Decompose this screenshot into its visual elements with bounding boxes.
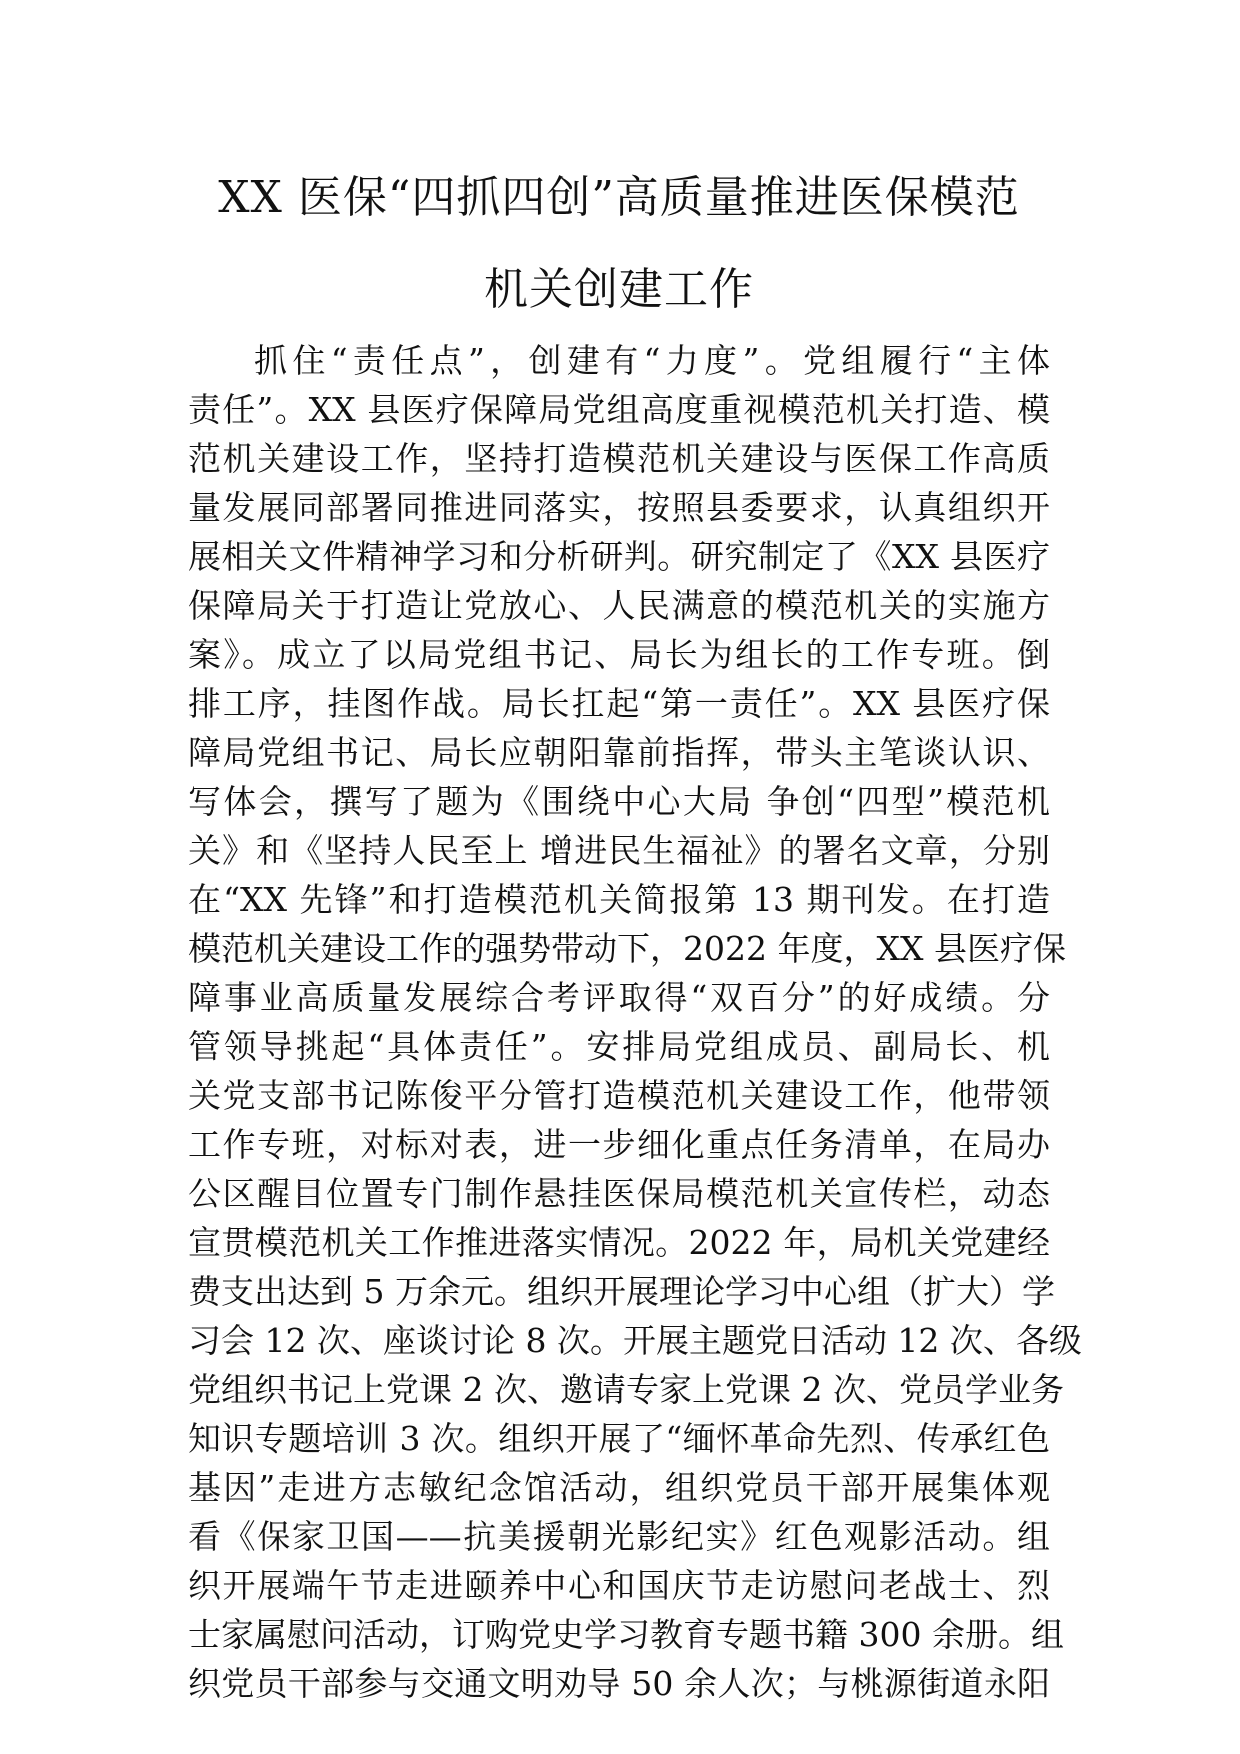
- body-line: 抓住“责任点”，创建有“力度”。党组履行“主体: [254, 341, 1050, 380]
- body-line: 写体会，撰写了题为《围绕中心大局 争创“四型”模范机: [188, 782, 1050, 821]
- body-line: 排工序，挂图作战。局长扛起“第一责任”。XX 县医疗保: [188, 684, 1050, 723]
- body-line: 士家属慰问活动，订购党史学习教育专题书籍 300 余册。组: [188, 1615, 1064, 1654]
- body-line: 习会 12 次、座谈讨论 8 次。开展主题党日活动 12 次、各级: [188, 1321, 1082, 1360]
- body-line: 责任”。XX 县医疗保障局党组高度重视模范机关打造、模: [188, 390, 1050, 429]
- body-line: 看《保家卫国——抗美援朝光影纪实》红色观影活动。组: [188, 1517, 1050, 1556]
- body-line: 案》。成立了以局党组书记、局长为组长的工作专班。倒: [188, 635, 1050, 674]
- body-paragraph: [188, 336, 1082, 1708]
- body-line: 公区醒目位置专门制作悬挂医保局模范机关宣传栏，动态: [188, 1174, 1050, 1213]
- body-line: 关党支部书记陈俊平分管打造模范机关建设工作，他带领: [188, 1076, 1050, 1115]
- document-title-line-1: XX 医保“四抓四创”高质量推进医保模范: [218, 172, 1020, 223]
- body-line: 基因”走进方志敏纪念馆活动，组织党员干部开展集体观: [188, 1468, 1050, 1507]
- body-line: 量发展同部署同推进同落实，按照县委要求，认真组织开: [188, 488, 1050, 527]
- body-line: 模范机关建设工作的强势带动下，2022 年度，XX 县医疗保: [188, 929, 1066, 968]
- body-line: 展相关文件精神学习和分析研判。研究制定了《XX 县医疗: [188, 537, 1050, 576]
- document-title-line-2: 机关创建工作: [484, 264, 754, 315]
- body-line: 费支出达到 5 万余元。组织开展理论学习中心组（扩大）学: [188, 1272, 1055, 1311]
- body-line: 障事业高质量发展综合考评取得“双百分”的好成绩。分: [188, 978, 1050, 1017]
- body-line: 工作专班，对标对表，进一步细化重点任务清单，在局办: [188, 1125, 1050, 1164]
- body-line: 障局党组书记、局长应朝阳靠前指挥，带头主笔谈认识、: [188, 733, 1050, 772]
- body-line: 党组织书记上党课 2 次、邀请专家上党课 2 次、党员学业务: [188, 1370, 1064, 1409]
- body-line: 知识专题培训 3 次。组织开展了“缅怀革命先烈、传承红色: [188, 1419, 1050, 1458]
- body-line: 宣贯模范机关工作推进落实情况。2022 年，局机关党建经: [188, 1223, 1050, 1262]
- body-line: 关》和《坚持人民至上 增进民生福祉》的署名文章，分别: [188, 831, 1050, 870]
- body-line: 范机关建设工作，坚持打造模范机关建设与医保工作高质: [188, 439, 1050, 478]
- body-line: 管领导挑起“具体责任”。安排局党组成员、副局长、机: [188, 1027, 1050, 1066]
- body-line: 织党员干部参与交通文明劝导 50 余人次；与桃源街道永阳: [188, 1664, 1050, 1703]
- body-line: 织开展端午节走进颐养中心和国庆节走访慰问老战士、烈: [188, 1566, 1050, 1605]
- body-line: 保障局关于打造让党放心、人民满意的模范机关的实施方: [188, 586, 1050, 625]
- body-line: 在“XX 先锋”和打造模范机关简报第 13 期刊发。在打造: [188, 880, 1050, 919]
